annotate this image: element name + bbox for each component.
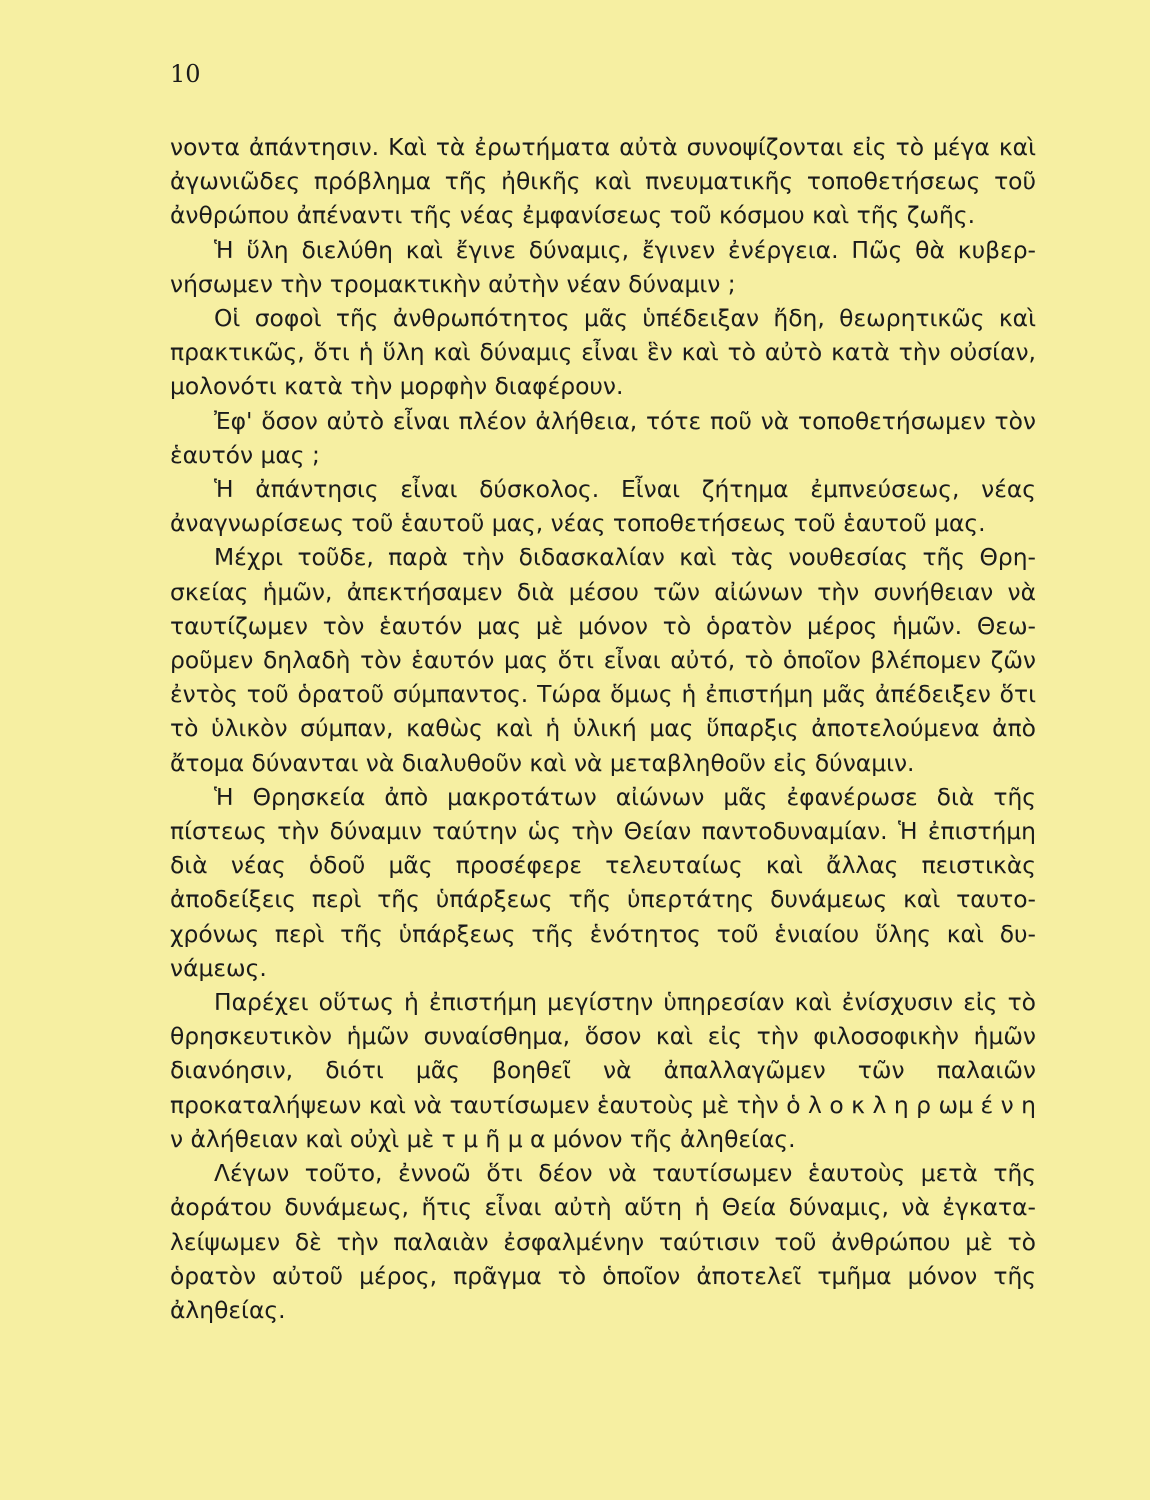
paragraph-3: Οἱ σοφοὶ τῆς ἀνθρωπότητος μᾶς ὑπέδειξαν ἤδη, θεωρητικῶς καὶ πρακτικῶς, ὅτι ἡ ὕλη καὶ δύναμις εἶναι ἓν καὶ τὸ αὐτὸ κατὰ τὴν οὐσίαν, μολονότι κατὰ τὴν μορφὴν διαφέρουν. — [170, 304, 1036, 401]
paragraph-1: νοντα ἀπάντησιν. Καὶ τὰ ἐρωτήματα αὐτὰ συνοψίζονται εἰς τὸ μέγα καὶ ἀγωνιῶδες πρόβλημα τῆς ἠθικῆς καὶ πνευματικῆς τοποθετήσεως τοῦ ἀνθρώπου ἀπέναντι τῆς νέας ἐμφανίσεως τοῦ κόσμου καὶ τῆς ζωῆς. — [170, 133, 1036, 230]
paragraph-6: Μέχρι τοῦδε, παρὰ τὴν διδασκαλίαν καὶ τὰς νουθεσίας τῆς Θρησκείας ἡμῶν, ἀπεκτήσαμεν διὰ μέσου τῶν αἰώνων τὴν συνήθειαν νὰ ταυτίζωμεν τὸν ἑαυτόν μας μὲ μόνον τὸ ὁρατὸν μέρος ἡμῶν. Θεωροῦμεν δηλαδὴ τὸν ἑαυτόν μας ὅτι εἶναι αὐτό, τὸ ὁποῖον βλέπομεν ζῶν ἐντὸς τοῦ ὁρατοῦ σύμπαντος. Τώρα ὅμως ἡ ἐπιστήμη μᾶς ἀπέδειξεν ὅτι τὸ ὑλικὸν σύμπαν, καθὼς καὶ ἡ ὑλική μας ὕπαρξις ἀποτελούμενα ἀπὸ ἄτομα δύνανται νὰ διαλυθοῦν καὶ νὰ μεταβληθοῦν εἰς δύναμιν. — [170, 543, 1036, 777]
paragraph-8: Παρέχει οὕτως ἡ ἐπιστήμη μεγίστην ὑπηρεσίαν καὶ ἐνίσχυσιν εἰς τὸ θρησκευτικὸν ἡμῶν συναίσθημα, ὅσον καὶ εἰς τὴν φιλοσοφικὴν ἡμῶν διανόησιν, διότι μᾶς βοηθεῖ νὰ ἀπαλλαγῶμεν τῶν παλαιῶν προκαταλήψεων καὶ νὰ ταυτίσωμεν ἑαυτοὺς μὲ τὴν ὁ λ ο κ λ η ρ ωμ έ ν η ν ἀλήθειαν καὶ οὐχὶ μὲ τ μ ῆ μ α μόνον τῆς ἀληθείας. — [170, 988, 1036, 1153]
paragraph-2: Ἡ ὕλη διελύθη καὶ ἔγινε δύναμις, ἔγινεν ἐνέργεια. Πῶς θὰ κυβερνήσωμεν τὴν τρομακτικὴν αὐτὴν νέαν δύναμιν ; — [170, 235, 1036, 298]
paragraph-4: Ἐφ' ὅσον αὐτὸ εἶναι πλέον ἀλήθεια, τότε ποῦ νὰ τοποθετήσωμεν τὸν ἑαυτόν μας ; — [170, 406, 1036, 469]
paragraph-5: Ἡ ἀπάντησις εἶναι δύσκολος. Εἶναι ζήτημα ἐμπνεύσεως, νέας ἀναγνωρίσεως τοῦ ἑαυτοῦ μας, νέας τοποθετήσεως τοῦ ἑαυτοῦ μας. — [170, 475, 1036, 538]
body-text — [170, 130, 1036, 1327]
paragraph-7: Ἡ Θρησκεία ἀπὸ μακροτάτων αἰώνων μᾶς ἐφανέρωσε διὰ τῆς πίστεως τὴν δύναμιν ταύτην ὡς τὴν Θείαν παντοδυναμίαν. Ἡ ἐπιστήμη διὰ νέας ὁδοῦ μᾶς προσέφερε τελευταίως καὶ ἄλλας πειστικὰς ἀποδείξεις περὶ τῆς ὑπάρξεως τῆς ὑπερτάτης δυνάμεως καὶ ταυτοχρόνως περὶ τῆς ὑπάρξεως τῆς ἑνότητος τοῦ ἑνιαίου ὕλης καὶ δυνάμεως. — [170, 782, 1036, 982]
paragraph-9: Λέγων τοῦτο, ἐννοῶ ὅτι δέον νὰ ταυτίσωμεν ἑαυτοὺς μετὰ τῆς ἀοράτου δυνάμεως, ἥτις εἶναι αὐτὴ αὕτη ἡ Θεία δύναμις, νὰ ἐγκαταλείψωμεν δὲ τὴν παλαιὰν ἐσφαλμένην ταύτισιν τοῦ ἀνθρώπου μὲ τὸ ὁρατὸν αὐτοῦ μέρος, πρᾶγμα τὸ ὁποῖον ἀποτελεῖ τμῆμα μόνον τῆς ἀληθείας. — [170, 1159, 1036, 1324]
page-number: 10 — [170, 60, 201, 88]
